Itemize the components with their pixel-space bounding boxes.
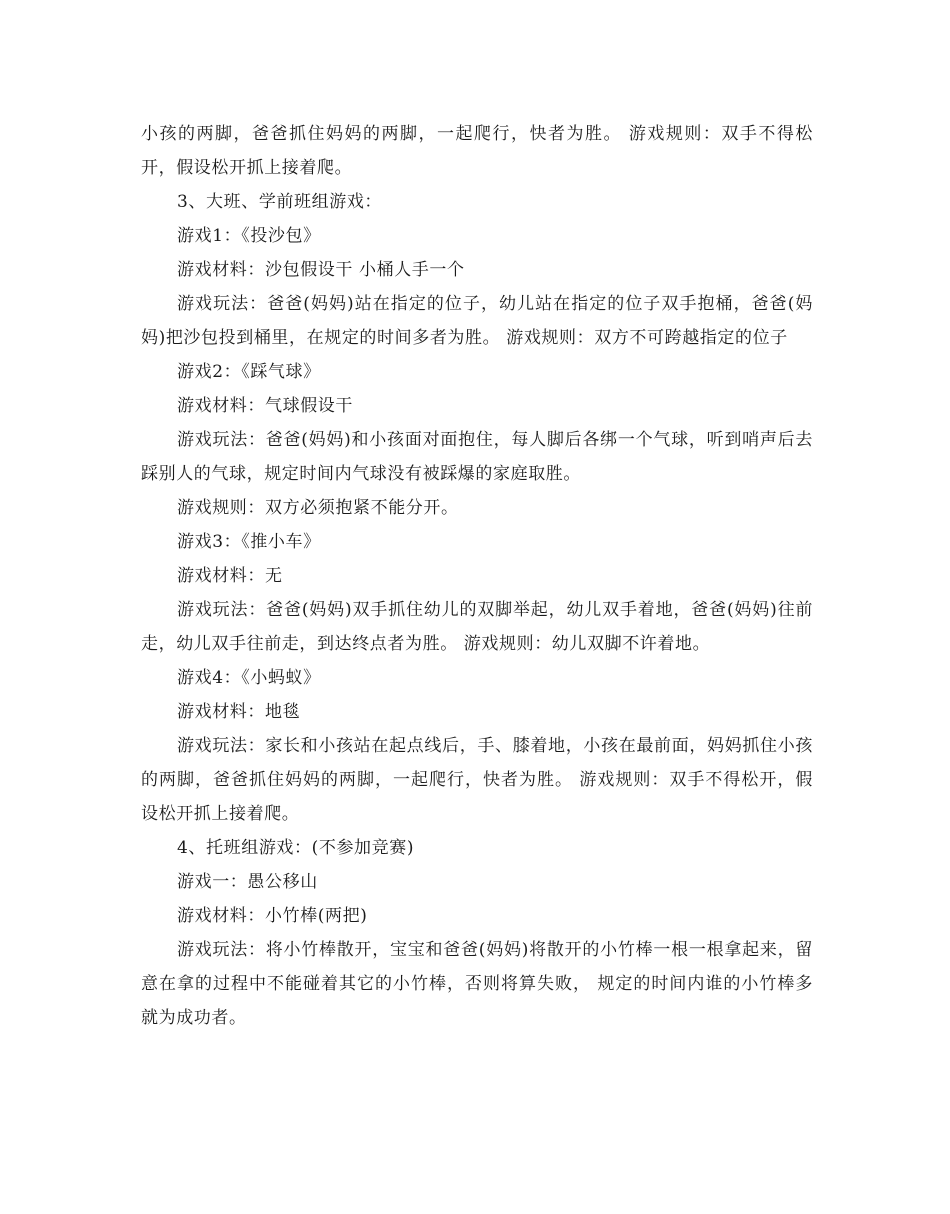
paragraph-0: 小孩的两脚，爸爸抓住妈妈的两脚，一起爬行，快者为胜。 游戏规则：双手不得松开，假设松开抓上接着爬。 (141, 124, 813, 178)
paragraph-16: 游戏一：愚公移山 (177, 872, 318, 892)
paragraph-8: 游戏规则：双方必须抱紧不能分开。 (177, 498, 459, 518)
paragraph-2: 游戏1：《投沙包》 (177, 226, 321, 246)
paragraph-10: 游戏材料：无 (177, 566, 283, 586)
paragraph-18: 游戏玩法：将小竹棒散开，宝宝和爸爸(妈妈)将散开的小竹棒一根一根拿起来，留意在拿的过程中不能碰着其它的小竹棒，否则将算失败， 规定的时间内谁的小竹棒多就为成功者。 (141, 940, 813, 1028)
paragraph-13: 游戏材料：地毯 (177, 702, 301, 722)
paragraph-15: 4、托班组游戏：(不参加竞赛) (177, 838, 415, 858)
paragraph-4: 游戏玩法：爸爸(妈妈)站在指定的位子，幼儿站在指定的位子双手抱桶，爸爸(妈妈)把沙包投到桶里，在规定的时间多者为胜。 游戏规则：双方不可跨越指定的位子 (141, 294, 813, 348)
paragraph-3: 游戏材料：沙包假设干 小桶人手一个 (177, 260, 465, 280)
paragraph-1: 3、大班、学前班组游戏： (177, 192, 383, 212)
paragraph-17: 游戏材料：小竹棒(两把) (177, 906, 368, 926)
paragraph-5: 游戏2：《踩气球》 (177, 362, 321, 382)
paragraph-12: 游戏4：《小蚂蚁》 (177, 668, 321, 688)
paragraph-9: 游戏3：《推小车》 (177, 532, 321, 552)
paragraph-14: 游戏玩法：家长和小孩站在起点线后，手、膝着地，小孩在最前面，妈妈抓住小孩的两脚，爸爸抓住妈妈的两脚，一起爬行，快者为胜。 游戏规则：双手不得松开，假设松开抓上接着爬。 (141, 736, 813, 824)
paragraph-6: 游戏材料：气球假设干 (177, 396, 353, 416)
paragraph-7: 游戏玩法：爸爸(妈妈)和小孩面对面抱住，每人脚后各绑一个气球，听到哨声后去踩别人的气球，规定时间内气球没有被踩爆的家庭取胜。 (141, 430, 813, 484)
paragraph-11: 游戏玩法：爸爸(妈妈)双手抓住幼儿的双脚举起，幼儿双手着地，爸爸(妈妈)往前走，幼儿双手往前走，到达终点者为胜。 游戏规则：幼儿双脚不许着地。 (141, 600, 813, 654)
document-page (141, 117, 813, 1035)
